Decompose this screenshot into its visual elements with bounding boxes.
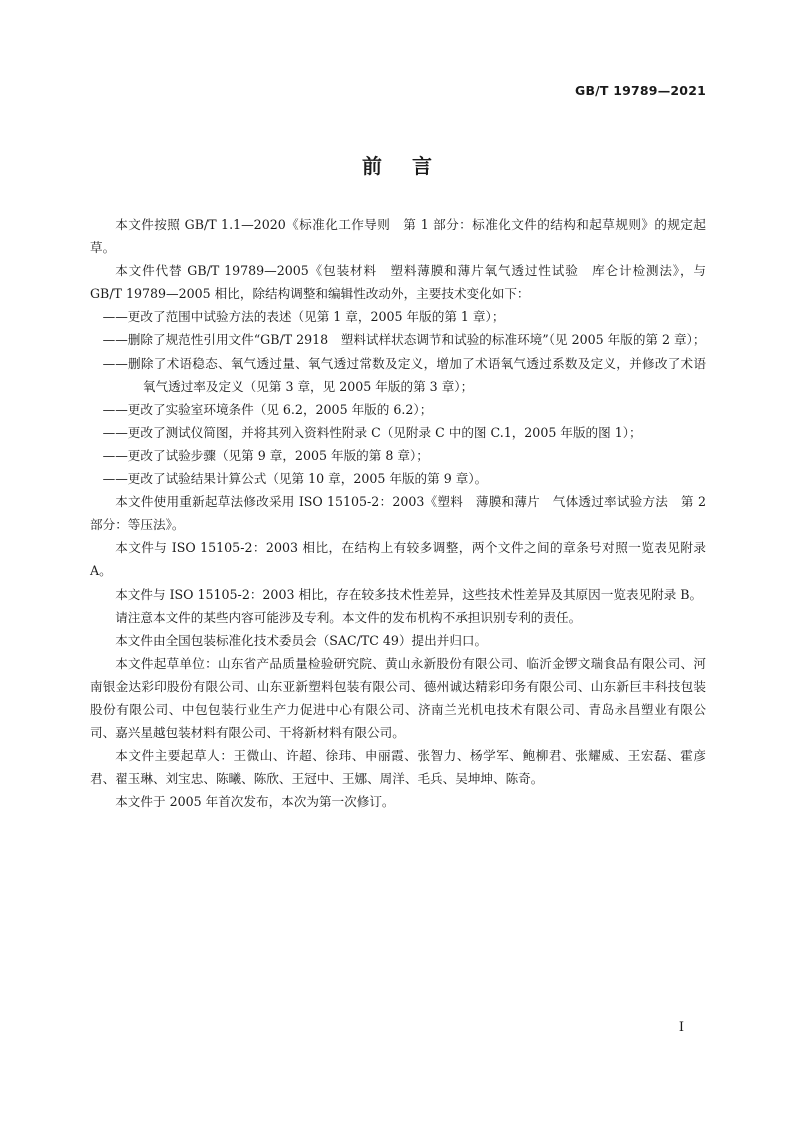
foreword-body xyxy=(90,213,706,813)
paragraph-committee: 本文件由全国包装标准化技术委员会（SAC/TC 49）提出并归口。 xyxy=(115,632,488,648)
change-item: ——更改了试验步骤（见第 9 章，2005 年版的第 8 章）； xyxy=(102,447,429,463)
paragraph-history: 本文件于 2005 年首次发布，本次为第一次修订。 xyxy=(115,794,395,810)
paragraph-adoption: 本文件使用重新起草法修改采用 ISO 15105-2：2003《塑料 薄膜和薄片 气体透过率试验方法 第 2 部分：等压法》。 xyxy=(90,494,706,533)
paragraph-technical-diff: 本文件与 ISO 15105-2：2003 相比，存在较多技术性差异，这些技术性差异及其原因一览表见附录 B。 xyxy=(115,586,703,602)
paragraph-drafting-rules: 本文件按照 GB/T 1.1—2020《标准化工作导则 第 1 部分：标准化文件的结构和起草规则》的规定起草。 xyxy=(90,217,706,256)
paragraph-drafting-units: 本文件起草单位：山东省产品质量检验研究院、黄山永新股份有限公司、临沂金锣文瑞食品有限公司、河南银金达彩印股份有限公司、山东亚新塑料包装有限公司、德州诚达精彩印务有限公司、山东新巨丰科技包装股份有限公司、中包包装行业生产力促进中心有限公司、济南兰光机电技术有限公司、青岛永昌塑业有限公司、嘉兴星越包装材料有限公司、干将新材料有限公司。 xyxy=(90,655,706,741)
paragraph-structure-diff: 本文件与 ISO 15105-2：2003 相比，在结构上有较多调整，两个文件之间的章条号对照一览表见附录 A。 xyxy=(90,540,706,579)
paragraph-replaces: 本文件代替 GB/T 19789—2005《包装材料 塑料薄膜和薄片氧气透过性试验 库仑计检测法》，与 GB/T 19789—2005 相比，除结构调整和编辑性改动外，主要技术变化如下： xyxy=(90,263,706,302)
change-item: ——更改了实验室环境条件（见 6.2，2005 年版的 6.2）； xyxy=(102,401,433,417)
paragraph-patent-notice: 请注意本文件的某些内容可能涉及专利。本文件的发布机构不承担识别专利的责任。 xyxy=(115,609,582,625)
page-number: I xyxy=(678,1020,684,1035)
change-item: ——更改了范围中试验方法的表述（见第 1 章，2005 年版的第 1 章）； xyxy=(102,309,505,325)
page-title: 前言 xyxy=(362,154,462,178)
change-item: ——删除了规范性引用文件“GB/T 2918 塑料试样状态调节和试验的标准环境”（见 2005 年版的第 2 章）； xyxy=(102,332,706,348)
change-item: ——更改了测试仪简图，并将其列入资料性附录 C（见附录 C 中的图 C.1，2005 年版的图 1）； xyxy=(102,424,642,440)
standard-code: GB/T 19789—2021 xyxy=(574,83,706,98)
paragraph-drafters: 本文件主要起草人：王微山、许超、徐玮、申丽霞、张智力、杨学军、鲍柳君、张耀威、王宏磊、霍彦君、翟玉琳、刘宝忠、陈曦、陈欣、王冠中、王娜、周洋、毛兵、吴坤坤、陈奇。 xyxy=(90,748,706,787)
change-item: ——删除了术语稳态、氧气透过量、氧气透过常数及定义，增加了术语氧气透过系数及定义，并修改了术语氧气透过率及定义（见第 3 章，见 2005 年版的第 3 章）； xyxy=(102,355,706,394)
change-item: ——更改了试验结果计算公式（见第 10 章，2005 年版的第 9 章）。 xyxy=(102,471,488,487)
